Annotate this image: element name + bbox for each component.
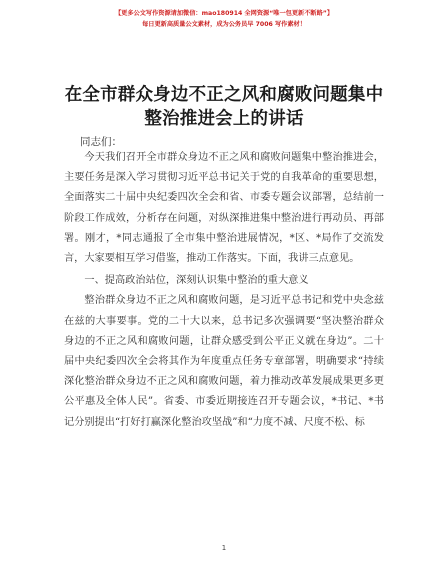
promo-banner [0, 8, 448, 30]
body-paragraph-section-1: 整治群众身边不正之风和腐败问题，是习近平总书记和党中央念兹在兹的大事要事。党的二十大以来，总书记多次强调要“坚决整治群众身边的不正之风和腐败问题，让群众感受到公平正义就在身边”。二十届中央纪委四次全会将其作为年度重点任务专章部署，明确要求“持续深化整治群众身边不正之风和腐败问题，着力推动改革发展成果更多更公平惠及全体人民”。省委、市委近期接连召开专题会议，*书记、*书记分别提出“打好打赢深化整治攻坚战”和“力度不减、尺度不松、标 [64, 295, 384, 428]
promo-banner-line-2: 每日更新高质量公文素材，成为公务员早 7006 写作素材！ [142, 21, 306, 28]
document-title: 在全市群众身边不正之风和腐败问题集中整治推进会上的讲话 [64, 85, 384, 129]
document-body [64, 148, 384, 433]
salutation: 同志们： [80, 136, 122, 148]
body-paragraph-intro: 今天我们召开全市群众身边不正之风和腐败问题集中整治推进会，主要任务是深入学习贯彻习近平总书记关于党的自我革命的重要思想，全面落实二十届中央纪委四次全会和省、市委专题会议部署，总结前一阶段工作成效，分析存在问题，对纵深推进集中整治进行再动员、再部署。刚才，*同志通报了全市集中整治进展情况，*区、*局作了交流发言，大家要相互学习借鉴，推动工作落实。下面，我讲三点意见。 [64, 152, 384, 265]
page-number: 1 [221, 544, 227, 552]
section-heading-1: 一、提高政治站位，深刻认识集中整治的重大意义 [84, 275, 309, 287]
promo-banner-line-1: 【更多公文写作资源请加微信：mao180914 全网资源“唯一包更新不断路”】 [114, 10, 334, 17]
